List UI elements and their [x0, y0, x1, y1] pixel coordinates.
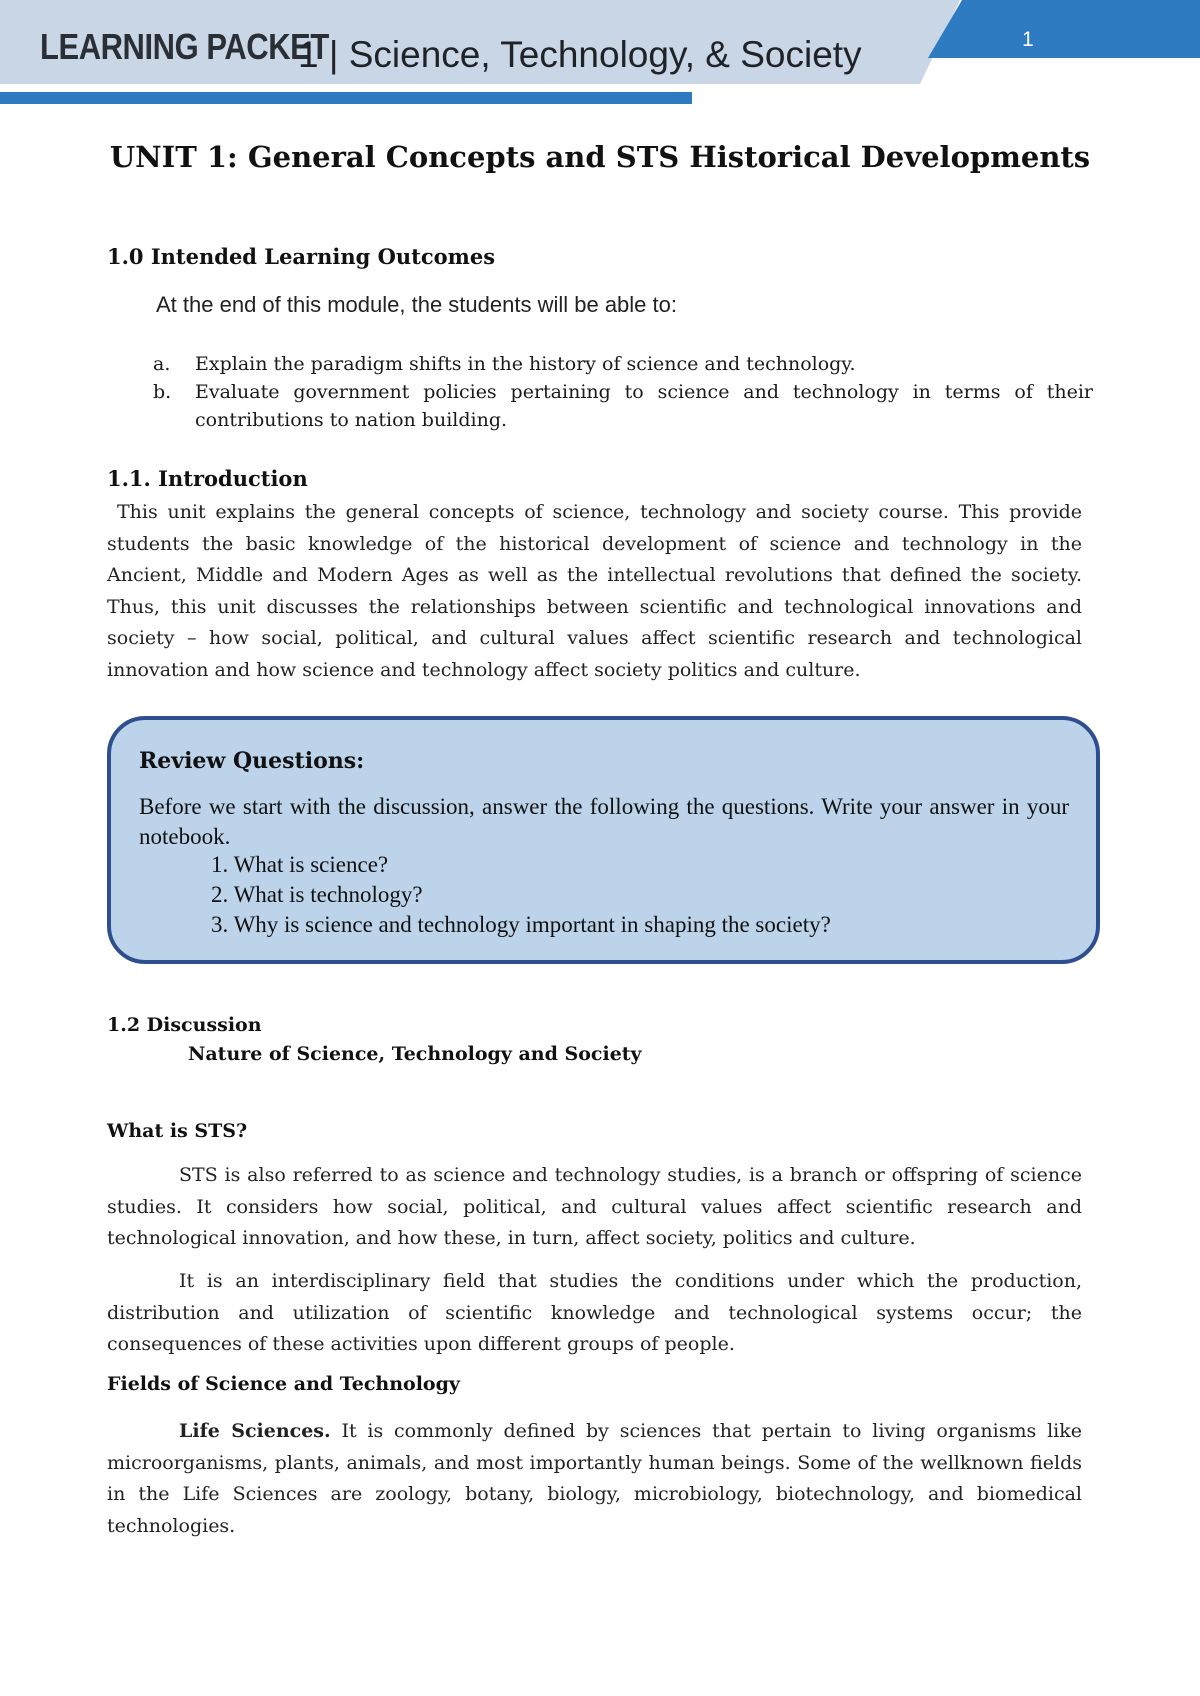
- review-question: 1. What is science?: [211, 852, 389, 877]
- review-question: 3. Why is science and technology important in shaping the society?: [211, 912, 831, 937]
- review-intro: Before we start with the discussion, answer the following the questions. Write your answer in your notebook.: [139, 794, 1069, 849]
- list-item-text: Evaluate government policies pertaining to science and technology in terms of their contributions to nation building.: [195, 381, 1093, 431]
- life-sciences-paragraph: [107, 1416, 1082, 1542]
- introduction-heading: 1.1. Introduction: [107, 466, 308, 491]
- sts-paragraph: STS is also referred to as science and technology studies, is a branch or offspring of science studies. It considers how social, political, and cultural values affect scientific research and technological innovation, and how these, in turn, affect society, politics and culture.: [107, 1164, 1082, 1249]
- discussion-heading: 1.2 Discussion: [107, 1014, 262, 1036]
- outcomes-list: [153, 350, 1093, 434]
- brand-title: LEARNING PACKET: [40, 26, 329, 67]
- list-marker: a.: [153, 353, 171, 375]
- list-marker: b.: [153, 381, 172, 403]
- list-item-text: Explain the paradigm shifts in the history of science and technology.: [195, 353, 856, 375]
- unit-title: UNIT 1: General Concepts and STS Historical Developments: [109, 140, 1091, 174]
- page-header: [0, 0, 1200, 110]
- review-title: Review Questions:: [139, 748, 365, 774]
- life-sciences-label: Life Sciences.: [179, 1420, 331, 1442]
- discussion-subheading: Nature of Science, Technology and Society: [188, 1043, 642, 1065]
- page-number-tab: [928, 0, 1200, 58]
- header-rule: [0, 92, 692, 104]
- review-question: 2. What is technology?: [211, 882, 423, 907]
- course-title: 1 | Science, Technology, & Society: [298, 34, 862, 75]
- outcomes-lead: At the end of this module, the students will be able to:: [156, 292, 677, 317]
- fields-heading: Fields of Science and Technology: [107, 1373, 460, 1395]
- sts-heading: What is STS?: [107, 1120, 248, 1142]
- review-questions-box: [107, 716, 1100, 964]
- introduction-text: This unit explains the general concepts of science, technology and society course. This provide students the basic knowledge of the historical development of science and technology in the Ancient, Middle and Modern Ages as well as the intellectual revolutions that defined the society. Thus, this unit discusses the relationships between scientific and technological innovations and society – how social, political, and cultural values affect scientific research and technological innovation and how science and technology affect society politics and culture.: [107, 501, 1082, 681]
- page-number: 1: [1022, 28, 1034, 51]
- list-item: [153, 378, 1093, 434]
- sts-paragraph: It is an interdisciplinary field that studies the conditions under which the production, distribution and utilization of scientific knowledge and technological systems occur; the consequences of these activities upon different groups of people.: [107, 1270, 1082, 1355]
- life-sciences-text: It is commonly defined by sciences that pertain to living organisms like microorganisms, plants, animals, and most importantly human beings. Some of the wellknown fields in the Life Sciences are zoology, botany, biology, microbiology, biotechnology, and biomedical technologies.: [107, 1420, 1082, 1537]
- list-item: [153, 350, 1093, 378]
- outcomes-heading: 1.0 Intended Learning Outcomes: [107, 244, 496, 269]
